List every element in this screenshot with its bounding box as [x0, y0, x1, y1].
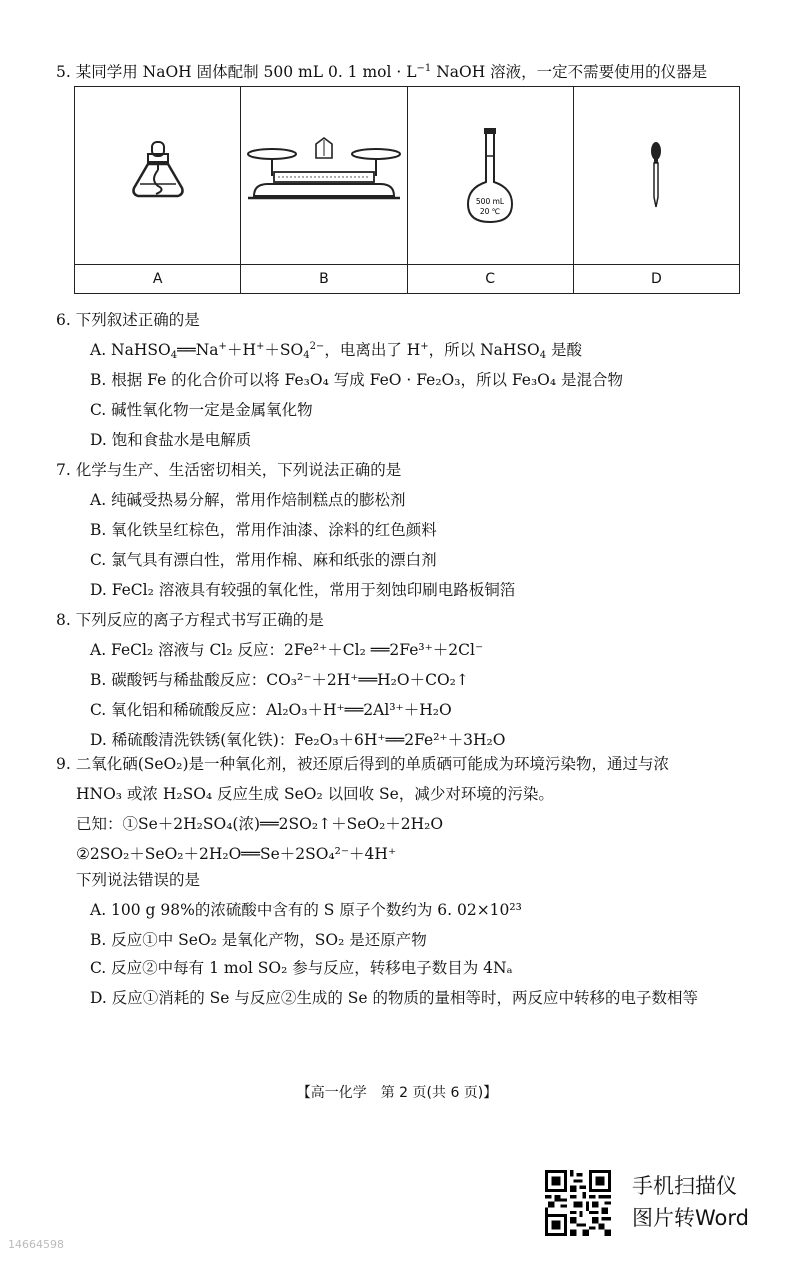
q9-ask: 下列说法错误的是: [76, 871, 201, 889]
q6-option-c: C. 碱性氧化物一定是金属氧化物: [90, 401, 313, 419]
scanner-label-2: 图片转Word: [632, 1206, 749, 1230]
apparatus-cell-a: [75, 87, 241, 293]
q9-option-b: B. 反应①中 SeO₂ 是氧化产物，SO₂ 是还原产物: [90, 931, 427, 949]
q5-stem-text-2: NaOH 溶液，一定不需要使用的仪器是: [431, 63, 708, 81]
q6-stem: 6. 下列叙述正确的是: [56, 311, 200, 329]
volumetric-flask-icon: [460, 126, 520, 226]
q7-option-b: B. 氧化铁呈红棕色，常用作油漆、涂料的红色颜料: [90, 521, 437, 539]
q6-a-sup: 2−: [309, 341, 325, 352]
q7-stem: 7. 化学与生产、生活密切相关，下列说法正确的是: [56, 461, 402, 479]
apparatus-label-d: D: [574, 264, 739, 293]
q6-a-sub: 4: [539, 350, 547, 361]
id-stamp: 14664598: [8, 1238, 64, 1251]
balance-icon: [244, 136, 404, 216]
q6-a-part: ＋SO: [264, 341, 304, 359]
q9-stem-line1: 9. 二氧化硒(SeO₂)是一种氧化剂，被还原后得到的单质硒可能成为环境污染物，通过与浓: [56, 755, 670, 773]
q5-stem-sup: −1: [416, 63, 432, 74]
apparatus-label-b: B: [241, 264, 406, 293]
q6-a-part: ，电离出了 H: [324, 341, 421, 359]
q6-option-a: [90, 338, 582, 360]
q8-stem: 8. 下列反应的离子方程式书写正确的是: [56, 611, 324, 629]
q6-option-b: B. 根据 Fe 的化合价可以将 Fe₃O₄ 写成 FeO · Fe₂O₃，所以 Fe₃O₄ 是混合物: [90, 371, 624, 389]
q8-option-a: A. FeCl₂ 溶液与 Cl₂ 反应：2Fe²⁺＋Cl₂ ══2Fe³⁺＋2Cl⁻: [90, 641, 484, 659]
apparatus-label-c: C: [408, 264, 573, 293]
q7-option-d: D. FeCl₂ 溶液具有较强的氧化性，常用于刻蚀印刷电路板铜箔: [90, 581, 516, 599]
q7-option-a: A. 纯碱受热易分解，常用作焙制糕点的膨松剂: [90, 491, 406, 509]
q9-option-d: D. 反应①消耗的 Se 与反应②生成的 Se 的物质的量相等时，两反应中转移的电子数相等: [90, 989, 699, 1007]
q6-a-part: ══Na: [177, 341, 219, 359]
page-footer: 【高一化学 第 2 页(共 6 页)】: [296, 1085, 498, 1101]
q6-a-part: ＋H: [226, 341, 256, 359]
q9-stem-line2: HNO₃ 或浓 H₂SO₄ 反应生成 SeO₂ 以回收 Se，减少对环境的污染。: [76, 785, 554, 803]
dropper-icon: [646, 141, 666, 211]
scanner-label-1: 手机扫描仪: [632, 1174, 737, 1198]
q6-a-part: ，所以 NaHSO: [428, 341, 540, 359]
flask-temp-text: 20 ℃: [479, 207, 501, 216]
q6-a-sub: 4: [303, 350, 310, 361]
q6-a-part: A. NaHSO: [90, 341, 171, 359]
q9-known-2: ②2SO₂＋SeO₂＋2H₂O══Se＋2SO₄²⁻＋4H⁺: [76, 845, 397, 863]
q6-a-sup: +: [420, 341, 429, 352]
q6-a-sup: +: [218, 341, 227, 352]
q8-option-d: D. 稀硫酸清洗铁锈(氧化铁)：Fe₂O₃＋6H⁺══2Fe²⁺＋3H₂O: [90, 731, 506, 749]
q7-option-c: C. 氯气具有漂白性，常用作棉、麻和纸张的漂白剂: [90, 551, 437, 569]
q5-stem-text: 5. 某同学用 NaOH 固体配制 500 mL 0. 1 mol · L: [56, 63, 417, 81]
q9-option-a: A. 100 g 98%的浓硫酸中含有的 S 原子个数约为 6. 02×10²³: [90, 901, 522, 919]
apparatus-table: [74, 86, 740, 294]
q5-stem: [56, 60, 707, 82]
q9-known-1: 已知：①Se＋2H₂SO₄(浓)══2SO₂↑＋SeO₂＋2H₂O: [76, 815, 444, 833]
q8-option-c: C. 氧化铝和稀硫酸反应：Al₂O₃＋H⁺══2Al³⁺＋H₂O: [90, 701, 452, 719]
q6-option-d: D. 饱和食盐水是电解质: [90, 431, 252, 449]
q6-a-sub: 4: [170, 350, 178, 361]
apparatus-label-a: A: [75, 264, 240, 293]
q6-a-sup: +: [255, 341, 265, 352]
q9-option-c: C. 反应②中每有 1 mol SO₂ 参与反应，转移电子数目为 4Nₐ: [90, 959, 513, 977]
apparatus-cell-b: [241, 87, 407, 293]
q6-a-part: 是酸: [546, 341, 583, 359]
apparatus-cell-c: [408, 87, 574, 293]
flask-volume-text: 500 mL: [476, 197, 505, 206]
alcohol-lamp-icon: [128, 136, 188, 216]
q8-option-b: B. 碳酸钙与稀盐酸反应：CO₃²⁻＋2H⁺══H₂O＋CO₂↑: [90, 671, 469, 689]
apparatus-cell-d: [574, 87, 739, 293]
qr-code-icon: [545, 1170, 611, 1236]
